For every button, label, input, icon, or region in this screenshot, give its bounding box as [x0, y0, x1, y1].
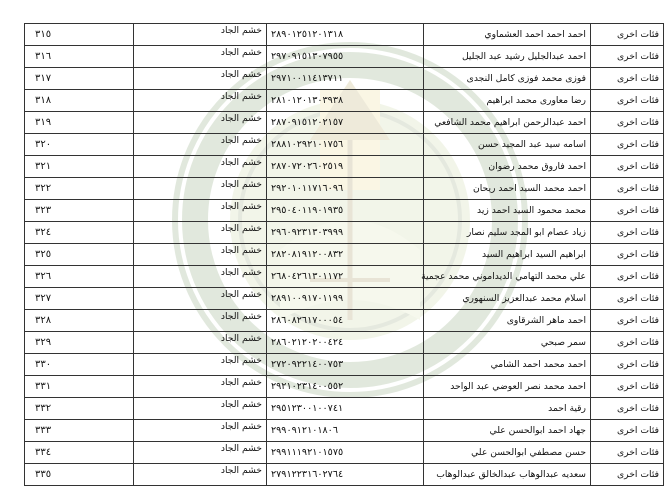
- serial-cell: ٣٣٠: [25, 354, 134, 376]
- name-cell: رقية احمد: [424, 398, 591, 420]
- job-cell: خشم الجاد: [134, 464, 267, 486]
- table-row: [25, 310, 664, 332]
- name-cell: احمد محمد احمد الشامي: [424, 354, 591, 376]
- records-table-body: [25, 24, 664, 486]
- job-cell: خشم الجاد: [134, 178, 267, 200]
- national-id-cell: ٢٧٢٠٩٢٢١٤٠٠٧٥٣: [267, 354, 424, 376]
- category-cell: فئات اخرى: [591, 288, 664, 310]
- national-id-cell: ٢٩٧٠٩١٥١٣٠٧٩٥٥: [267, 46, 424, 68]
- job-cell: خشم الجاد: [134, 266, 267, 288]
- job-cell: خشم الجاد: [134, 112, 267, 134]
- table-row: [25, 376, 664, 398]
- name-cell: سعديه عبدالوهاب عبدالخالق عبدالوهاب: [424, 464, 591, 486]
- serial-cell: ٣٢٦: [25, 266, 134, 288]
- table-row: [25, 288, 664, 310]
- table-row: [25, 90, 664, 112]
- name-cell: سمر صبحي: [424, 332, 591, 354]
- national-id-cell: ٢٩٢٠١٠١١٧١٦٠٩٦: [267, 178, 424, 200]
- serial-cell: ٣٢٨: [25, 310, 134, 332]
- name-cell: احمد عبدالجليل رشيد عبد الجليل: [424, 46, 591, 68]
- name-cell: حسن مصطفي ابوالحسن علي: [424, 442, 591, 464]
- category-cell: فئات اخرى: [591, 332, 664, 354]
- job-cell: خشم الجاد: [134, 442, 267, 464]
- table-row: [25, 332, 664, 354]
- national-id-cell: ٢٨١٠١٢٠١٣٠٣٩٣٨: [267, 90, 424, 112]
- national-id-cell: ٢٧٩١٢٢٣١٦٠٢٧٦٤: [267, 464, 424, 486]
- national-id-cell: ٢٩٦٠٩٢٣١٣٠٣٩٩٩: [267, 222, 424, 244]
- name-cell: اسلام محمد عبدالعزيز السنهوري: [424, 288, 591, 310]
- serial-cell: ٣٣٣: [25, 420, 134, 442]
- national-id-cell: ٢٨٧٠٩١٥١٢٠٢١٥٧: [267, 112, 424, 134]
- serial-cell: ٣٢١: [25, 156, 134, 178]
- category-cell: فئات اخرى: [591, 178, 664, 200]
- category-cell: فئات اخرى: [591, 310, 664, 332]
- job-cell: خشم الجاد: [134, 310, 267, 332]
- table-row: [25, 178, 664, 200]
- category-cell: فئات اخرى: [591, 398, 664, 420]
- records-sheet: [24, 23, 659, 480]
- national-id-cell: ٢٨٦٠٢١٢٠٢٠٠٤٢٤: [267, 332, 424, 354]
- name-cell: احمد ماهر الشرقاوى: [424, 310, 591, 332]
- job-cell: خشم الجاد: [134, 244, 267, 266]
- job-cell: خشم الجاد: [134, 200, 267, 222]
- name-cell: جهاد احمد ابوالحسن علي: [424, 420, 591, 442]
- serial-cell: ٣٢٤: [25, 222, 134, 244]
- job-cell: خشم الجاد: [134, 354, 267, 376]
- national-id-cell: ٢٨٦٠٨٢٦١٧٠٠٠٥٤: [267, 310, 424, 332]
- table-row: [25, 134, 664, 156]
- serial-cell: ٣٢٠: [25, 134, 134, 156]
- serial-cell: ٣٢٢: [25, 178, 134, 200]
- table-row: [25, 464, 664, 486]
- job-cell: خشم الجاد: [134, 134, 267, 156]
- category-cell: فئات اخرى: [591, 376, 664, 398]
- name-cell: احمد محمد السيد احمد ريحان: [424, 178, 591, 200]
- name-cell: فوزى محمد فوزى كامل النجدى: [424, 68, 591, 90]
- name-cell: احمد احمد احمد العشماوي: [424, 24, 591, 46]
- name-cell: ابراهيم السيد ابراهيم السيد: [424, 244, 591, 266]
- table-row: [25, 200, 664, 222]
- table-row: [25, 442, 664, 464]
- serial-cell: ٣٢٧: [25, 288, 134, 310]
- category-cell: فئات اخرى: [591, 244, 664, 266]
- serial-cell: ٣٢٥: [25, 244, 134, 266]
- serial-cell: ٣١٦: [25, 46, 134, 68]
- national-id-cell: ٢٩٥١٢٣٠٠١٠٠٧٤١: [267, 398, 424, 420]
- table-row: [25, 112, 664, 134]
- national-id-cell: ٢٩٩٠٩١٢١٠١٨٠٦: [267, 420, 424, 442]
- table-row: [25, 68, 664, 90]
- name-cell: اسامه سيد عبد المجيد حسن: [424, 134, 591, 156]
- serial-cell: ٣٢٩: [25, 332, 134, 354]
- serial-cell: ٣١٩: [25, 112, 134, 134]
- job-cell: خشم الجاد: [134, 24, 267, 46]
- serial-cell: ٣٣١: [25, 376, 134, 398]
- table-row: [25, 222, 664, 244]
- job-cell: خشم الجاد: [134, 288, 267, 310]
- name-cell: علي محمد التهامي الديداموني محمد عجمية: [424, 266, 591, 288]
- job-cell: خشم الجاد: [134, 46, 267, 68]
- serial-cell: ٣٣٥: [25, 464, 134, 486]
- serial-cell: ٣١٧: [25, 68, 134, 90]
- job-cell: خشم الجاد: [134, 376, 267, 398]
- table-row: [25, 156, 664, 178]
- job-cell: خشم الجاد: [134, 332, 267, 354]
- table-row: [25, 420, 664, 442]
- category-cell: فئات اخرى: [591, 442, 664, 464]
- national-id-cell: ٢٩٢١٠٢٣١٤٠٠٥٥٢: [267, 376, 424, 398]
- table-row: [25, 266, 664, 288]
- serial-cell: ٣١٥: [25, 24, 134, 46]
- category-cell: فئات اخرى: [591, 200, 664, 222]
- job-cell: خشم الجاد: [134, 90, 267, 112]
- table-row: [25, 244, 664, 266]
- table-row: [25, 24, 664, 46]
- national-id-cell: ٢٨٨١٠٢٩٢١٠١٧٥٦: [267, 134, 424, 156]
- category-cell: فئات اخرى: [591, 68, 664, 90]
- name-cell: رضا معاورى محمد ابراهيم: [424, 90, 591, 112]
- category-cell: فئات اخرى: [591, 354, 664, 376]
- national-id-cell: ٢٦٨٠٤٢٦١٣٠١١٧٢: [267, 266, 424, 288]
- category-cell: فئات اخرى: [591, 134, 664, 156]
- table-row: [25, 398, 664, 420]
- job-cell: خشم الجاد: [134, 68, 267, 90]
- serial-cell: ٣٣٢: [25, 398, 134, 420]
- category-cell: فئات اخرى: [591, 464, 664, 486]
- national-id-cell: ٢٨٧٠٧٢٠٢٦٠٢٥١٩: [267, 156, 424, 178]
- table-row: [25, 354, 664, 376]
- category-cell: فئات اخرى: [591, 156, 664, 178]
- job-cell: خشم الجاد: [134, 420, 267, 442]
- category-cell: فئات اخرى: [591, 90, 664, 112]
- national-id-cell: ٢٩٧١٠٠١١٤١٣٧١١: [267, 68, 424, 90]
- category-cell: فئات اخرى: [591, 420, 664, 442]
- name-cell: احمد فاروق محمد رضوان: [424, 156, 591, 178]
- category-cell: فئات اخرى: [591, 46, 664, 68]
- job-cell: خشم الجاد: [134, 398, 267, 420]
- national-id-cell: ٢٨٩١٠٠٩١٧٠١١٩٩: [267, 288, 424, 310]
- serial-cell: ٣٣٤: [25, 442, 134, 464]
- national-id-cell: ٢٩٥٠٤٠١١٩٠١٩٣٥: [267, 200, 424, 222]
- records-table: [24, 23, 664, 486]
- category-cell: فئات اخرى: [591, 222, 664, 244]
- category-cell: فئات اخرى: [591, 266, 664, 288]
- table-row: [25, 46, 664, 68]
- category-cell: فئات اخرى: [591, 24, 664, 46]
- serial-cell: ٣١٨: [25, 90, 134, 112]
- national-id-cell: ٢٩٩١١١٩٢١٠١٥٧٥: [267, 442, 424, 464]
- name-cell: زياد عصام ابو المجد سليم نصار: [424, 222, 591, 244]
- name-cell: احمد محمد نصر العوضي عبد الواحد: [424, 376, 591, 398]
- serial-cell: ٣٢٣: [25, 200, 134, 222]
- job-cell: خشم الجاد: [134, 156, 267, 178]
- name-cell: محمد محمود السيد احمد زيد: [424, 200, 591, 222]
- category-cell: فئات اخرى: [591, 112, 664, 134]
- name-cell: احمد عبدالرحمن ابراهيم محمد الشافعي: [424, 112, 591, 134]
- national-id-cell: ٢٨٢٠٨١٩١٢٠٠٨٣٢: [267, 244, 424, 266]
- national-id-cell: ٢٨٩٠١٢٥١٢٠١٣١٨: [267, 24, 424, 46]
- job-cell: خشم الجاد: [134, 222, 267, 244]
